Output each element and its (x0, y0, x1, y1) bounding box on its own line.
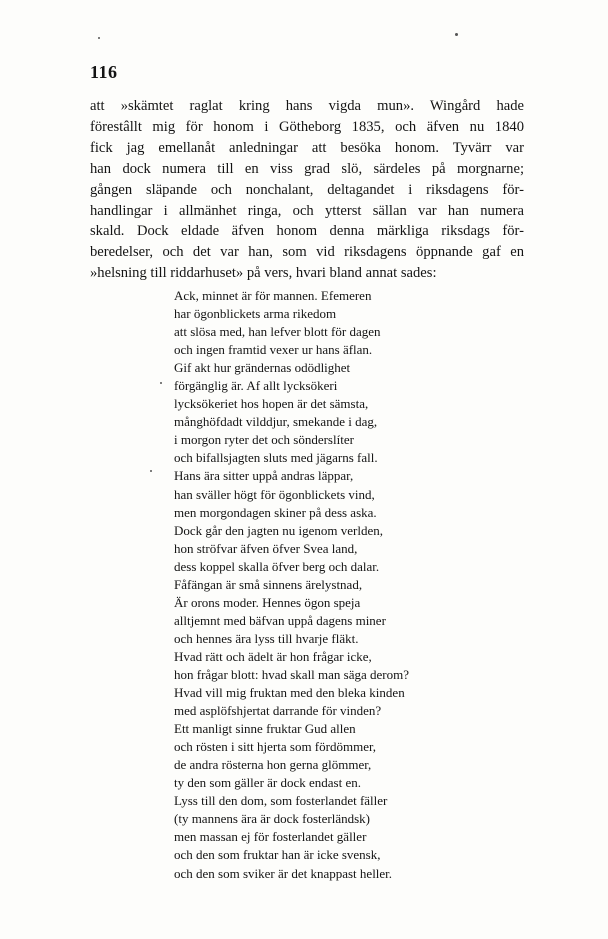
poem-line: Fåfängan är små sinnens ärelystnad, (174, 576, 363, 592)
poem-line: hon ströfvar äfven öfver Svea land, (174, 540, 358, 556)
poem-line: men morgondagen skiner på dess aska. (174, 504, 377, 520)
poem-line: men massan ej för fosterlandet gäller (174, 829, 367, 845)
poem-line: Gif akt hur grändernas odödlighet (174, 360, 351, 376)
poem-line: och den som sviker är det knappast heller. (174, 865, 393, 881)
text-line: skald. Dock eldade äfven honom denna märkliga riksdags för- (90, 223, 524, 240)
poem-line: dess koppel skalla öfver berg och dalar. (174, 558, 380, 574)
ink-speck (455, 33, 458, 36)
ink-speck (150, 470, 152, 472)
ink-speck (160, 382, 162, 384)
text-line: att »skämtet raglat kring hans vigda mun». Wingård hade (90, 98, 524, 114)
poem-line: och ingen framtid vexer ur hans äflan. (174, 342, 373, 358)
text-line: fick jag emellanåt anledningar att besöka honom. Tyvärr var (90, 139, 524, 156)
poem-line: Ett manligt sinne fruktar Gud allen (174, 721, 356, 737)
body-paragraph (90, 96, 524, 284)
poem-line: månghöfdadt vilddjur, smekande i dag, (174, 414, 378, 430)
poem-line: ty den som gäller är dock endast en. (174, 775, 361, 791)
poem-line: Lyss till den dom, som fosterlandet fäller (174, 793, 388, 809)
text-line: »helsning till riddarhuset» på vers, hvari bland annat sades: (90, 265, 437, 282)
poem-line: har ögonblickets arma rikedom (174, 306, 337, 322)
text-line: han dock numera till en viss grad slö, särdeles på morgnarne; (90, 160, 524, 177)
poem-line: han sväller högt för ögonblickets vind, (174, 486, 375, 502)
poem-line: och bifallsjagten sluts med jägarns fall. (174, 450, 378, 466)
poem-line: och hennes ära lyss till hvarje fläkt. (174, 630, 359, 646)
text-line: förestâllt mig för honom i Götheborg 1835, och äfven nu 1840 (90, 118, 524, 135)
poem-line: lycksökeriet hos hopen är det sämsta, (174, 396, 369, 412)
poem-line: alltjemnt med bäfvan uppå dagens miner (174, 612, 386, 628)
text-line: handlingar i allmänhet ringa, och ytterst sällan var han numera (90, 202, 524, 219)
poem-line: med asplöfshjertat darrande för vinden? (174, 703, 382, 719)
poem-line: Dock går den jagten nu igenom verlden, (174, 522, 384, 538)
poem-line: Ack, minnet är för mannen. Efemeren (174, 288, 372, 303)
poem-line: de andra rösterna hon gerna glömmer, (174, 757, 372, 773)
poem-line: förgänglig är. Af allt lycksökeri (174, 378, 338, 394)
poem-line: hon frågar blott: hvad skall man säga derom? (174, 666, 410, 682)
poem-line: och den som fruktar han är icke svensk, (174, 847, 381, 863)
poem-line: Hvad vill mig fruktan med den bleka kinden (174, 685, 405, 701)
poem-line: (ty mannens ära är dock fosterländsk) (174, 811, 371, 827)
poem-quotation (174, 287, 409, 883)
poem-line: att slösa med, han lefver blott för dagen (174, 324, 381, 340)
page-number: 116 (90, 62, 118, 82)
text-line: gången släpande och nonchalant, deltagandet i riksdagens för- (90, 181, 524, 198)
poem-line: Är orons moder. Hennes ögon speja (174, 594, 361, 610)
poem-line: Hvad rätt och ädelt är hon frågar icke, (174, 648, 372, 664)
poem-line: och rösten i sitt hjerta som fördömmer, (174, 739, 377, 755)
poem-line: i morgon ryter det och sönderslíter (174, 432, 354, 448)
ink-speck (98, 37, 100, 39)
text-line: beredelser, och det var han, som vid riksdagens öppnande gaf en (90, 244, 524, 261)
poem-line: Hans ära sitter uppå andras läppar, (174, 468, 354, 484)
